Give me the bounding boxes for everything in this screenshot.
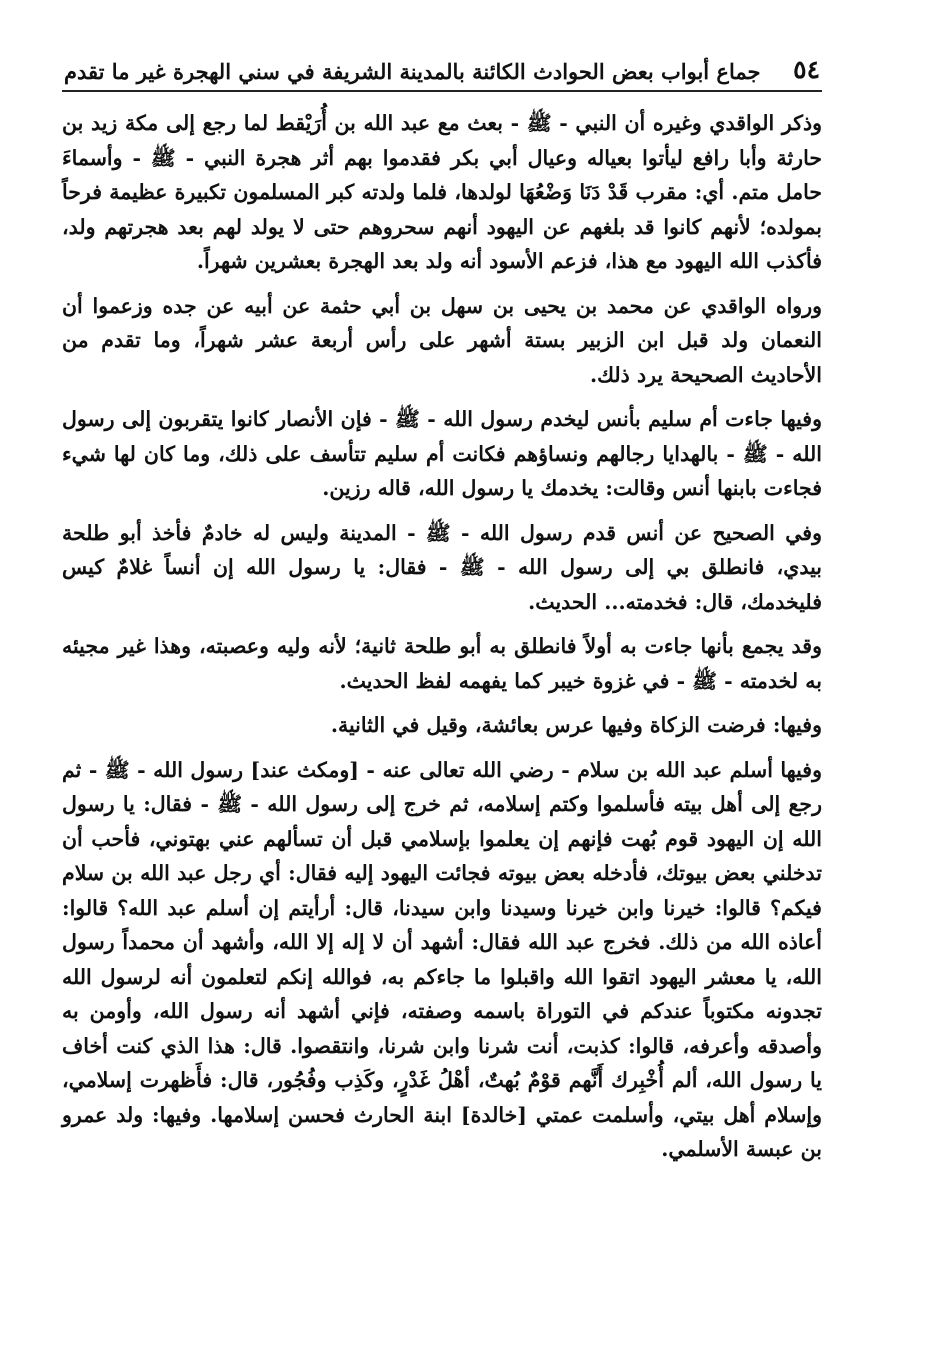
page-header bbox=[62, 40, 822, 92]
page-body bbox=[62, 106, 822, 1167]
page-number: ٥٤ bbox=[793, 55, 820, 84]
paragraph-7: وفيها أسلم عبد الله بن سلام - رضي الله تعالى عنه - [ومكث عند] رسول الله - ﷺ - ثم رجع إلى أهل بيته فأسلموا وكتم إسلامه، ثم خرج إلى رسول الله - ﷺ - فقال: يا رسول الله إن اليهود قوم بُهت فإنهم إن يعلموا بإسلامي قبل أن تسألهم عني بهتوني، فأحب أن تدخلني بعض بيوتك، فأدخله بعض بيوته فجائت اليهود إليه فقال: أي رجل عبد الله بن سلام فيكم؟ قالوا: خيرنا وابن خيرنا وسيدنا وابن سيدنا، قال: أرأيتم إن أسلم عبد الله؟ قالوا: أعاذه الله من ذلك. فخرج عبد الله فقال: أشهد أن لا إله إلا الله، وأشهد أن محمداً رسول الله، يا معشر اليهود اتقوا الله واقبلوا ما جاءكم به، فوالله إنكم لتعلمون أنه لرسول الله تجدونه مكتوباً عندكم في التوراة باسمه وصفته، فإني أشهد أنه رسول الله، وأومن به وأصدقه وأعرفه، قالوا: كذبت، أنت شرنا وابن شرنا، وانتقصوا. قال: هذا الذي كنت أخاف يا رسول الله، ألم أُخْبِرك أَنَّهم قوْمٌ بُهتٌ، أهْلُ غَدْرٍ، وكَذِب وفُجُور، قال: فأَظهرت إسلامي، وإسلام أهل بيتي، وأسلمت عمتي [خالدة] ابنة الحارث فحسن إسلامها. وفيها: ولد عمرو بن عبسة الأسلمي. bbox=[62, 757, 822, 1161]
paragraph-5: وقد يجمع بأنها جاءت به أولاً فانطلق به أبو طلحة ثانية؛ لأنه وليه وعصبته، وهذا غير مجيئه به لخدمته - ﷺ - في غزوة خيبر كما يفهمه لفظ الحديث. bbox=[62, 634, 822, 693]
paragraph-3: وفيها جاءت أم سليم بأنس ليخدم رسول الله - ﷺ - فإن الأنصار كانوا يتقربون إلى رسول الله - ﷺ - بالهدايا رجالهم ونساؤهم فكانت أم سليم تتأسف على ذلك، وما كان لها شيء فجاءت بابنها أنس وقالت: يخدمك يا رسول الله، قاله رزين. bbox=[62, 407, 822, 500]
paragraph-6: وفيها: فرضت الزكاة وفيها عرس بعائشة، وقيل في الثانية. bbox=[330, 713, 822, 737]
running-title: جماع أبواب بعض الحوادث الكائنة بالمدينة الشريفة في سني الهجرة غير ما تقدم bbox=[64, 59, 761, 84]
paragraph-2: ورواه الواقدي عن محمد بن يحيى بن سهل بن أبي حثمة عن أبيه عن جده وزعموا أن النعمان ولد قبل ابن الزبير بستة أشهر على رأس أربعة عشر شهراً، وما تقدم من الأحاديث الصحيحة يرد ذلك. bbox=[62, 293, 822, 387]
paragraph-1: وذكر الواقدي وغيره أن النبي - ﷺ - بعث مع عبد الله بن أُرَيْقط لما رجع إلى مكة زيد بن حارثة وأبا رافع ليأتوا بعياله وعيال أبي بكر فقدموا بهم أثر هجرة النبي - ﷺ - وأسماءَ حامل متم. أي: مقرب قَدْ دَنَا وَضْعُهَا لولدها، فلما ولدته كبر المسلمون تكبيرة عظيمة فرحاً بمولده؛ لأنهم كانوا قد بلغهم عن اليهود أنهم سحروهم حتى لا يولد لهم بعد هجرتهم ولد، فأكذب الله اليهود مع هذا، فزعم الأسود أنه ولد بعد الهجرة بعشرين شهراً. bbox=[62, 111, 822, 273]
paragraph-4: وفي الصحيح عن أنس قدم رسول الله - ﷺ - المدينة وليس له خادمٌ فأخذ أبو طلحة بيدي، فانطلق بي إلى رسول الله - ﷺ - فقال: يا رسول الله إن أنساً غلامٌ كيس فليخدمك، قال: فخدمته... الحديث. bbox=[62, 520, 822, 614]
document-page bbox=[62, 40, 822, 1340]
